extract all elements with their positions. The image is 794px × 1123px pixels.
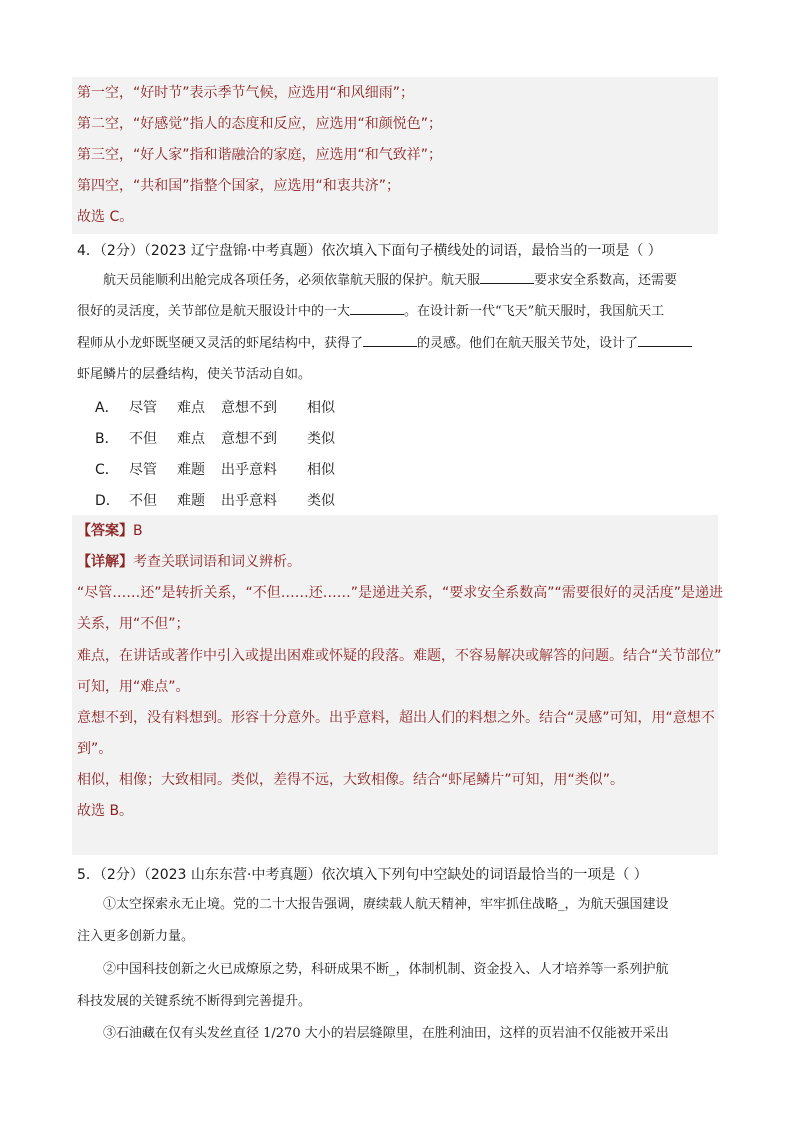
- analysis-line-5: 故选 C。: [77, 209, 134, 225]
- explanation-line-4: 可知，用“难点”。: [77, 679, 190, 695]
- question-5-passage-line-5: ③石油藏在仅有头发丝直径 1/270 大小的岩层缝隙里，在胜利油田，这样的页岩油不仅能被开采出: [103, 1026, 669, 1041]
- option-b[interactable]: B． 不但 难点 意想不到 类似: [95, 431, 335, 447]
- question-4-passage-line-4: 虾尾鳞片的层叠结构，使关节活动自如。: [77, 367, 312, 382]
- question-5-passage-line-2: 注入更多创新力量。: [77, 929, 195, 944]
- question-4-title: 4．（2分）（2023 辽宁盘锦·中考真题）依次填入下面句子横线处的词语，最恰当的一项是（ ）: [77, 243, 662, 259]
- question-5-passage-line-1: ①太空探索永无止境。党的二十大报告强调，赓续载人航天精神，牢牢抓住战略_，为航天强国建设: [103, 897, 669, 912]
- question-5-passage-line-4: 科技发展的关键系统不断得到完善提升。: [77, 994, 312, 1009]
- question-5-title: 5．（2分）（2023 山东东营·中考真题）依次填入下列句中空缺处的词语最恰当的一项是（ ）: [77, 867, 648, 883]
- explanation-line-2: 关系，用“不但”；: [77, 616, 190, 632]
- option-a[interactable]: A． 尽管 难点 意想不到 相似: [95, 400, 335, 416]
- analysis-line-4: 第四空，“共和国”指整个国家，应选用“和衷共济”；: [77, 178, 401, 194]
- answer-line: 【答案】B: [77, 523, 143, 539]
- question-5-passage-line-3: ②中国科技创新之火已成燎原之势，科研成果不断_，体制机制、资金投入、人才培养等一系列护航: [103, 962, 669, 977]
- question-4-passage-line-3: 程师从小龙虾既坚硬又灵活的虾尾结构中，获得了 的灵感。他们在航天服关节处，设计了: [77, 334, 717, 353]
- explanation-line-5: 意想不到，没有料想到。形容十分意外。出乎意料，超出人们的料想之外。结合“灵感”可知，用“意想不: [77, 710, 715, 726]
- option-d[interactable]: D． 不但 难题 出乎意料 类似: [95, 493, 335, 509]
- explanation-line-8: 故选 B。: [77, 803, 134, 819]
- explanation-line-1: “尽管……还”是转折关系，“不但……还……”是递进关系，“要求安全系数高”“需要很好的灵活度”是递进: [77, 585, 724, 601]
- explanation-line-3: 难点，在讲话或著作中引入或提出困难或怀疑的段落。难题，不容易解决或解答的问题。结合“关节部位”: [77, 648, 722, 664]
- analysis-line-1: 第一空，“好时节”表示季节气候，应选用“和风细雨”；: [77, 85, 415, 101]
- option-c[interactable]: C． 尽管 难题 出乎意料 相似: [95, 462, 335, 478]
- question-4-passage-line-1: 航天员能顺利出舱完成各项任务，必须依靠航天服的保护。航天服 要求安全系数高，还需要: [103, 273, 678, 288]
- explanation-line-7: 相似，相像；大致相同。类似，差得不远，大致相像。结合“虾尾鳞片”可知，用“类似”。: [77, 772, 625, 788]
- detail-line: 【详解】考查关联词语和词义辨析。: [77, 554, 301, 570]
- explanation-line-6: 到”。: [77, 741, 113, 757]
- question-4-passage-line-2: 很好的灵活度，关节部位是航天服设计中的一大 。在设计新一代“飞天”航天服时，我国航天工: [77, 304, 665, 319]
- analysis-line-2: 第二空，“好感觉”指人的态度和反应，应选用“和颜悦色”；: [77, 116, 443, 132]
- analysis-line-3: 第三空，“好人家”指和谐融洽的家庭，应选用“和气致祥”；: [77, 147, 443, 163]
